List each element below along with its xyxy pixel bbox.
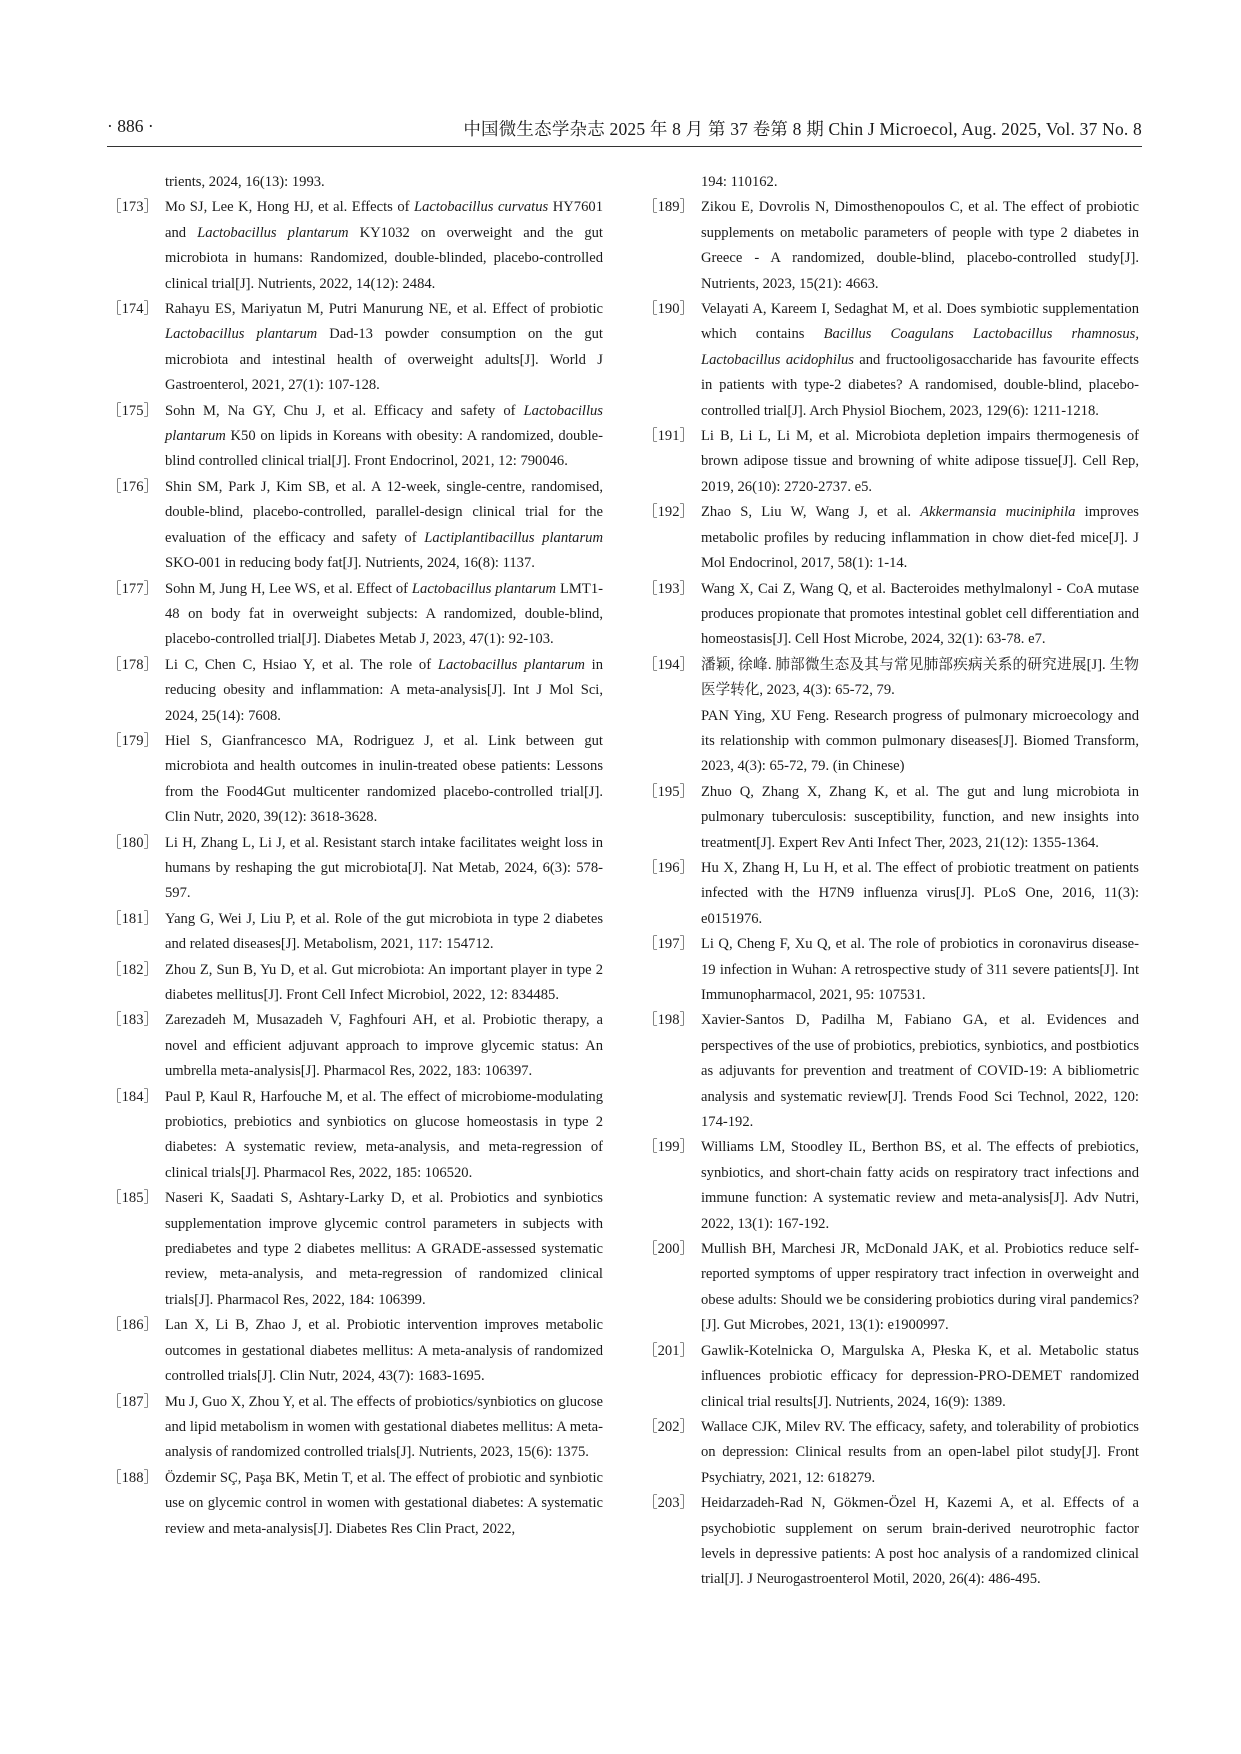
right-reference-column bbox=[643, 170, 1139, 1593]
reference-text: Shin SM, Park J, Kim SB, et al. A 12-week, single-centre, randomised, double-blind, placebo-controlled, parallel-design clinical trial for the evaluation of the efficacy and safety of Lactiplantibacillus plantarum SKO-001 in reducing body fat[J]. Nutrients, 2024, 16(8): 1137. bbox=[165, 478, 603, 572]
reference-entry bbox=[643, 653, 1139, 780]
reference-number: ［193］ bbox=[643, 580, 695, 597]
reference-text: Hu X, Zhang H, Lu H, et al. The effect of probiotic treatment on patients infected with the H7N9 influenza virus[J]. PLoS One, 2016, 11(3): e0151976. bbox=[701, 859, 1139, 927]
reference-entry bbox=[107, 958, 603, 1009]
reference-number: ［195］ bbox=[643, 783, 695, 800]
header-rule bbox=[107, 146, 1142, 147]
reference-number: ［189］ bbox=[643, 199, 695, 216]
reference-number: ［182］ bbox=[107, 961, 159, 978]
reference-entry bbox=[643, 297, 1139, 424]
journal-running-title: 中国微生态学杂志 2025 年 8 月 第 37 卷第 8 期 Chin J Microecol, Aug. 2025, Vol. 37 No. 8 bbox=[463, 119, 1142, 139]
reference-number: ［187］ bbox=[107, 1393, 159, 1410]
reference-text: Li H, Zhang L, Li J, et al. Resistant starch intake facilitates weight loss in humans by reshaping the gut microbiota[J]. Nat Metab, 2024, 6(3): 578-597. bbox=[165, 834, 603, 902]
reference-text: 194: 110162. bbox=[701, 174, 778, 190]
reference-entry bbox=[107, 653, 603, 729]
reference-text: Zhuo Q, Zhang X, Zhang K, et al. The gut and lung microbiota in pulmonary tuberculosis: susceptibility, function, and new insights into treatment[J]. Expert Rev Anti Infect Ther, 2023, 21(12): 1355-1364. bbox=[701, 783, 1139, 851]
reference-number: ［181］ bbox=[107, 910, 159, 927]
reference-text: Sohn M, Na GY, Chu J, et al. Efficacy and safety of Lactobacillus plantarum K50 on lipids in Koreans with obesity: A randomized, double-blind controlled clinical trial[J]. Front Endocrinol, 2021, 12: 790046. bbox=[165, 402, 603, 470]
reference-entry bbox=[107, 577, 603, 653]
reference-number: ［176］ bbox=[107, 478, 159, 495]
reference-entry bbox=[107, 1466, 603, 1542]
reference-number: ［174］ bbox=[107, 301, 159, 318]
reference-number: ［188］ bbox=[107, 1469, 159, 1486]
reference-entry bbox=[107, 907, 603, 958]
reference-entry bbox=[643, 856, 1139, 932]
reference-number: ［192］ bbox=[643, 504, 695, 521]
reference-text: Yang G, Wei J, Liu P, et al. Role of the gut microbiota in type 2 diabetes and related diseases[J]. Metabolism, 2021, 117: 154712. bbox=[165, 910, 603, 953]
reference-text: Mullish BH, Marchesi JR, McDonald JAK, et al. Probiotics reduce self-reported symptoms of upper respiratory tract infection in overweight and obese adults: Should we be considering probiotics during viral pandemics?[J]. Gut Microbes, 2021, 13(1): e1900997. bbox=[701, 1241, 1139, 1334]
reference-text: Sohn M, Jung H, Lee WS, et al. Effect of Lactobacillus plantarum LMT1-48 on body fat in overweight subjects: A randomized, double-blind, placebo-controlled trial[J]. Diabetes Metab J, 2023, 47(1): 92-103. bbox=[165, 580, 603, 648]
reference-text: Paul P, Kaul R, Harfouche M, et al. The effect of microbiome-modulating probiotics, prebiotics and synbiotics on glucose homeostasis in type 2 diabetes: A systematic review, meta-analysis, and meta-regression of clinical trials[J]. Pharmacol Res, 2022, 185: 106520. bbox=[165, 1088, 603, 1181]
reference-entry bbox=[643, 932, 1139, 1008]
page-number: · 886 · bbox=[107, 116, 154, 136]
reference-number: ［184］ bbox=[107, 1088, 159, 1105]
reference-text: Zikou E, Dovrolis N, Dimosthenopoulos C, et al. The effect of probiotic supplements on metabolic parameters of people with type 2 diabetes in Greece - A randomized, double-blind, placebo-controlled study[J]. Nutrients, 2023, 15(21): 4663. bbox=[701, 199, 1139, 292]
reference-text: Li Q, Cheng F, Xu Q, et al. The role of probiotics in coronavirus disease-19 infection in Wuhan: A retrospective study of 311 severe patients[J]. Int Immunopharmacol, 2021, 95: 107531. bbox=[701, 936, 1139, 1003]
reference-text: Rahayu ES, Mariyatun M, Putri Manurung NE, et al. Effect of probiotic Lactobacillus plantarum Dad-13 powder consumption on the gut microbiota and intestinal health of overweight adults[J]. World J Gastroenterol, 2021, 27(1): 107-128. bbox=[165, 301, 603, 394]
reference-text: Williams LM, Stoodley IL, Berthon BS, et al. The effects of prebiotics, synbiotics, and short-chain fatty acids on respiratory tract infections and immune function: A systematic review and meta-analysis[J]. Adv Nutri, 2022, 13(1): 167-192. bbox=[701, 1139, 1139, 1232]
reference-entry bbox=[643, 424, 1139, 500]
reference-entry bbox=[643, 500, 1139, 576]
reference-text: Zhao S, Liu W, Wang J, et al. Akkermansia muciniphila improves metabolic profiles by reducing inflammation in chow diet-fed mice[J]. J Mol Endocrinol, 2017, 58(1): 1-14. bbox=[701, 504, 1139, 572]
reference-entry bbox=[643, 170, 1139, 195]
reference-entry bbox=[643, 1491, 1139, 1593]
reference-entry bbox=[107, 1008, 603, 1084]
reference-number: ［186］ bbox=[107, 1317, 159, 1334]
reference-entry bbox=[643, 1135, 1139, 1237]
reference-text: Velayati A, Kareem I, Sedaghat M, et al. Does symbiotic supplementation which contains Bacillus Coagulans Lactobacillus rhamnosus, Lactobacillus acidophilus and fructooligosaccharide has favourite effects in patients with type-2 diabetes? A randomised, double-blind, placebo-controlled trial[J]. Arch Physiol Biochem, 2023, 129(6): 1211-1218. bbox=[701, 301, 1139, 419]
reference-number: ［173］ bbox=[107, 199, 159, 216]
reference-entry bbox=[107, 399, 603, 475]
reference-number: ［201］ bbox=[643, 1342, 695, 1359]
reference-entry bbox=[107, 297, 603, 399]
left-reference-column bbox=[107, 170, 603, 1542]
reference-number: ［194］ bbox=[643, 656, 695, 673]
reference-entry bbox=[107, 170, 603, 195]
reference-entry bbox=[643, 195, 1139, 297]
reference-number: ［198］ bbox=[643, 1012, 695, 1029]
reference-number: ［196］ bbox=[643, 859, 695, 876]
reference-text: Mu J, Guo X, Zhou Y, et al. The effects of probiotics/synbiotics on glucose and lipid metabolism in women with gestational diabetes mellitus: A meta-analysis of randomized controlled trials[J]. Nutrients, 2023, 15(6): 1375. bbox=[165, 1393, 603, 1461]
reference-text: 潘颖, 徐峰. 肺部微生态及其与常见肺部疾病关系的研究进展[J]. 生物医学转化, 2023, 4(3): 65-72, 79. bbox=[701, 656, 1139, 699]
reference-translation: PAN Ying, XU Feng. Research progress of pulmonary microecology and its relationship with common pulmonary diseases[J]. Biomed Transform, 2023, 4(3): 65-72, 79. (in Chinese) bbox=[701, 707, 1139, 775]
reference-entry bbox=[107, 729, 603, 831]
reference-text: Mo SJ, Lee K, Hong HJ, et al. Effects of Lactobacillus curvatus HY7601 and Lactobacillus plantarum KY1032 on overweight and the gut microbiota in humans: Randomized, double-blinded, placebo-controlled clinical trial[J]. Nutrients, 2022, 14(12): 2484. bbox=[165, 199, 603, 292]
reference-entry bbox=[107, 195, 603, 297]
reference-number: ［175］ bbox=[107, 402, 159, 419]
reference-text: Heidarzadeh-Rad N, Gökmen-Özel H, Kazemi A, et al. Effects of a psychobiotic supplement on serum brain-derived neurotrophic factor levels in depressive patients: A post hoc analysis of a randomized clinical trial[J]. J Neurogastroenterol Motil, 2020, 26(4): 486-495. bbox=[701, 1495, 1139, 1588]
reference-number: ［183］ bbox=[107, 1012, 159, 1029]
reference-entry bbox=[643, 577, 1139, 653]
reference-text: trients, 2024, 16(13): 1993. bbox=[165, 174, 325, 190]
page-header bbox=[107, 112, 1142, 140]
reference-text: Wang X, Cai Z, Wang Q, et al. Bacteroides methylmalonyl - CoA mutase produces propionate that promotes intestinal goblet cell differentiation and homeostasis[J]. Cell Host Microbe, 2024, 32(1): 63-78. e7. bbox=[701, 580, 1139, 648]
reference-text: Hiel S, Gianfrancesco MA, Rodriguez J, et al. Link between gut microbiota and health outcomes in inulin-treated obese patients: Lessons from the Food4Gut multicenter randomized placebo-controlled trial[J]. Clin Nutr, 2020, 39(12): 3618-3628. bbox=[165, 732, 603, 826]
reference-number: ［185］ bbox=[107, 1190, 159, 1207]
reference-entry bbox=[643, 1415, 1139, 1491]
reference-number: ［202］ bbox=[643, 1418, 695, 1435]
reference-text: Li C, Chen C, Hsiao Y, et al. The role of Lactobacillus plantarum in reducing obesity and inflammation: A meta-analysis[J]. Int J Mol Sci, 2024, 25(14): 7608. bbox=[165, 656, 603, 724]
reference-number: ［203］ bbox=[643, 1495, 695, 1512]
reference-entry bbox=[107, 831, 603, 907]
reference-entry bbox=[107, 1186, 603, 1313]
reference-text: Zhou Z, Sun B, Yu D, et al. Gut microbiota: An important player in type 2 diabetes mellitus[J]. Front Cell Infect Microbiol, 2022, 12: 834485. bbox=[165, 961, 603, 1003]
reference-text: Özdemir SÇ, Paşa BK, Metin T, et al. The effect of probiotic and synbiotic use on glycemic control in women with gestational diabetes: A systematic review and meta-analysis[J]. Diabetes Res Clin Pract, 2022, bbox=[165, 1469, 603, 1537]
reference-number: ［200］ bbox=[643, 1241, 695, 1258]
reference-entry bbox=[107, 475, 603, 577]
reference-number: ［190］ bbox=[643, 301, 695, 318]
reference-number: ［177］ bbox=[107, 580, 159, 597]
reference-number: ［180］ bbox=[107, 834, 159, 851]
reference-entry bbox=[643, 1339, 1139, 1415]
reference-entry bbox=[107, 1313, 603, 1389]
reference-number: ［199］ bbox=[643, 1139, 695, 1156]
reference-text: Xavier-Santos D, Padilha M, Fabiano GA, et al. Evidences and perspectives of the use of probiotics, prebiotics, synbiotics, and postbiotics as adjuvants for prevention and treatment of COVID-19: A bibliometric analysis and systematic review[J]. Trends Food Sci Technol, 2022, 120: 174-192. bbox=[701, 1012, 1139, 1131]
reference-number: ［197］ bbox=[643, 936, 695, 953]
reference-entry bbox=[643, 1237, 1139, 1339]
reference-entry bbox=[107, 1085, 603, 1187]
reference-entry bbox=[643, 780, 1139, 856]
reference-text: Li B, Li L, Li M, et al. Microbiota depletion impairs thermogenesis of brown adipose tissue and browning of white adipose tissue[J]. Cell Rep, 2019, 26(10): 2720-2737. e5. bbox=[701, 428, 1139, 495]
reference-number: ［179］ bbox=[107, 732, 159, 749]
reference-text: Gawlik-Kotelnicka O, Margulska A, Płeska K, et al. Metabolic status influences probiotic efficacy for depression-PRO-DEMET randomized clinical trial results[J]. Nutrients, 2024, 16(9): 1389. bbox=[701, 1342, 1139, 1410]
reference-entry bbox=[107, 1390, 603, 1466]
reference-entry bbox=[643, 1008, 1139, 1135]
reference-text: Naseri K, Saadati S, Ashtary-Larky D, et al. Probiotics and synbiotics supplementation improve glycemic control parameters in subjects with prediabetes and type 2 diabetes mellitus: A GRADE-assessed systematic review, meta-analysis, and meta-regression of randomized clinical trials[J]. Pharmacol Res, 2022, 184: 106399. bbox=[165, 1190, 603, 1308]
reference-text: Wallace CJK, Milev RV. The efficacy, safety, and tolerability of probiotics on depression: Clinical results from an open-label pilot study[J]. Front Psychiatry, 2021, 12: 618279. bbox=[701, 1418, 1139, 1486]
reference-text: Lan X, Li B, Zhao J, et al. Probiotic intervention improves metabolic outcomes in gestational diabetes mellitus: A meta-analysis of randomized controlled trials[J]. Clin Nutr, 2024, 43(7): 1683-1695. bbox=[165, 1317, 603, 1385]
reference-number: ［178］ bbox=[107, 656, 159, 673]
reference-number: ［191］ bbox=[643, 428, 695, 445]
reference-text: Zarezadeh M, Musazadeh V, Faghfouri AH, et al. Probiotic therapy, a novel and efficient adjuvant approach to improve glycemic status: An umbrella meta-analysis[J]. Pharmacol Res, 2022, 183: 106397. bbox=[165, 1012, 603, 1080]
